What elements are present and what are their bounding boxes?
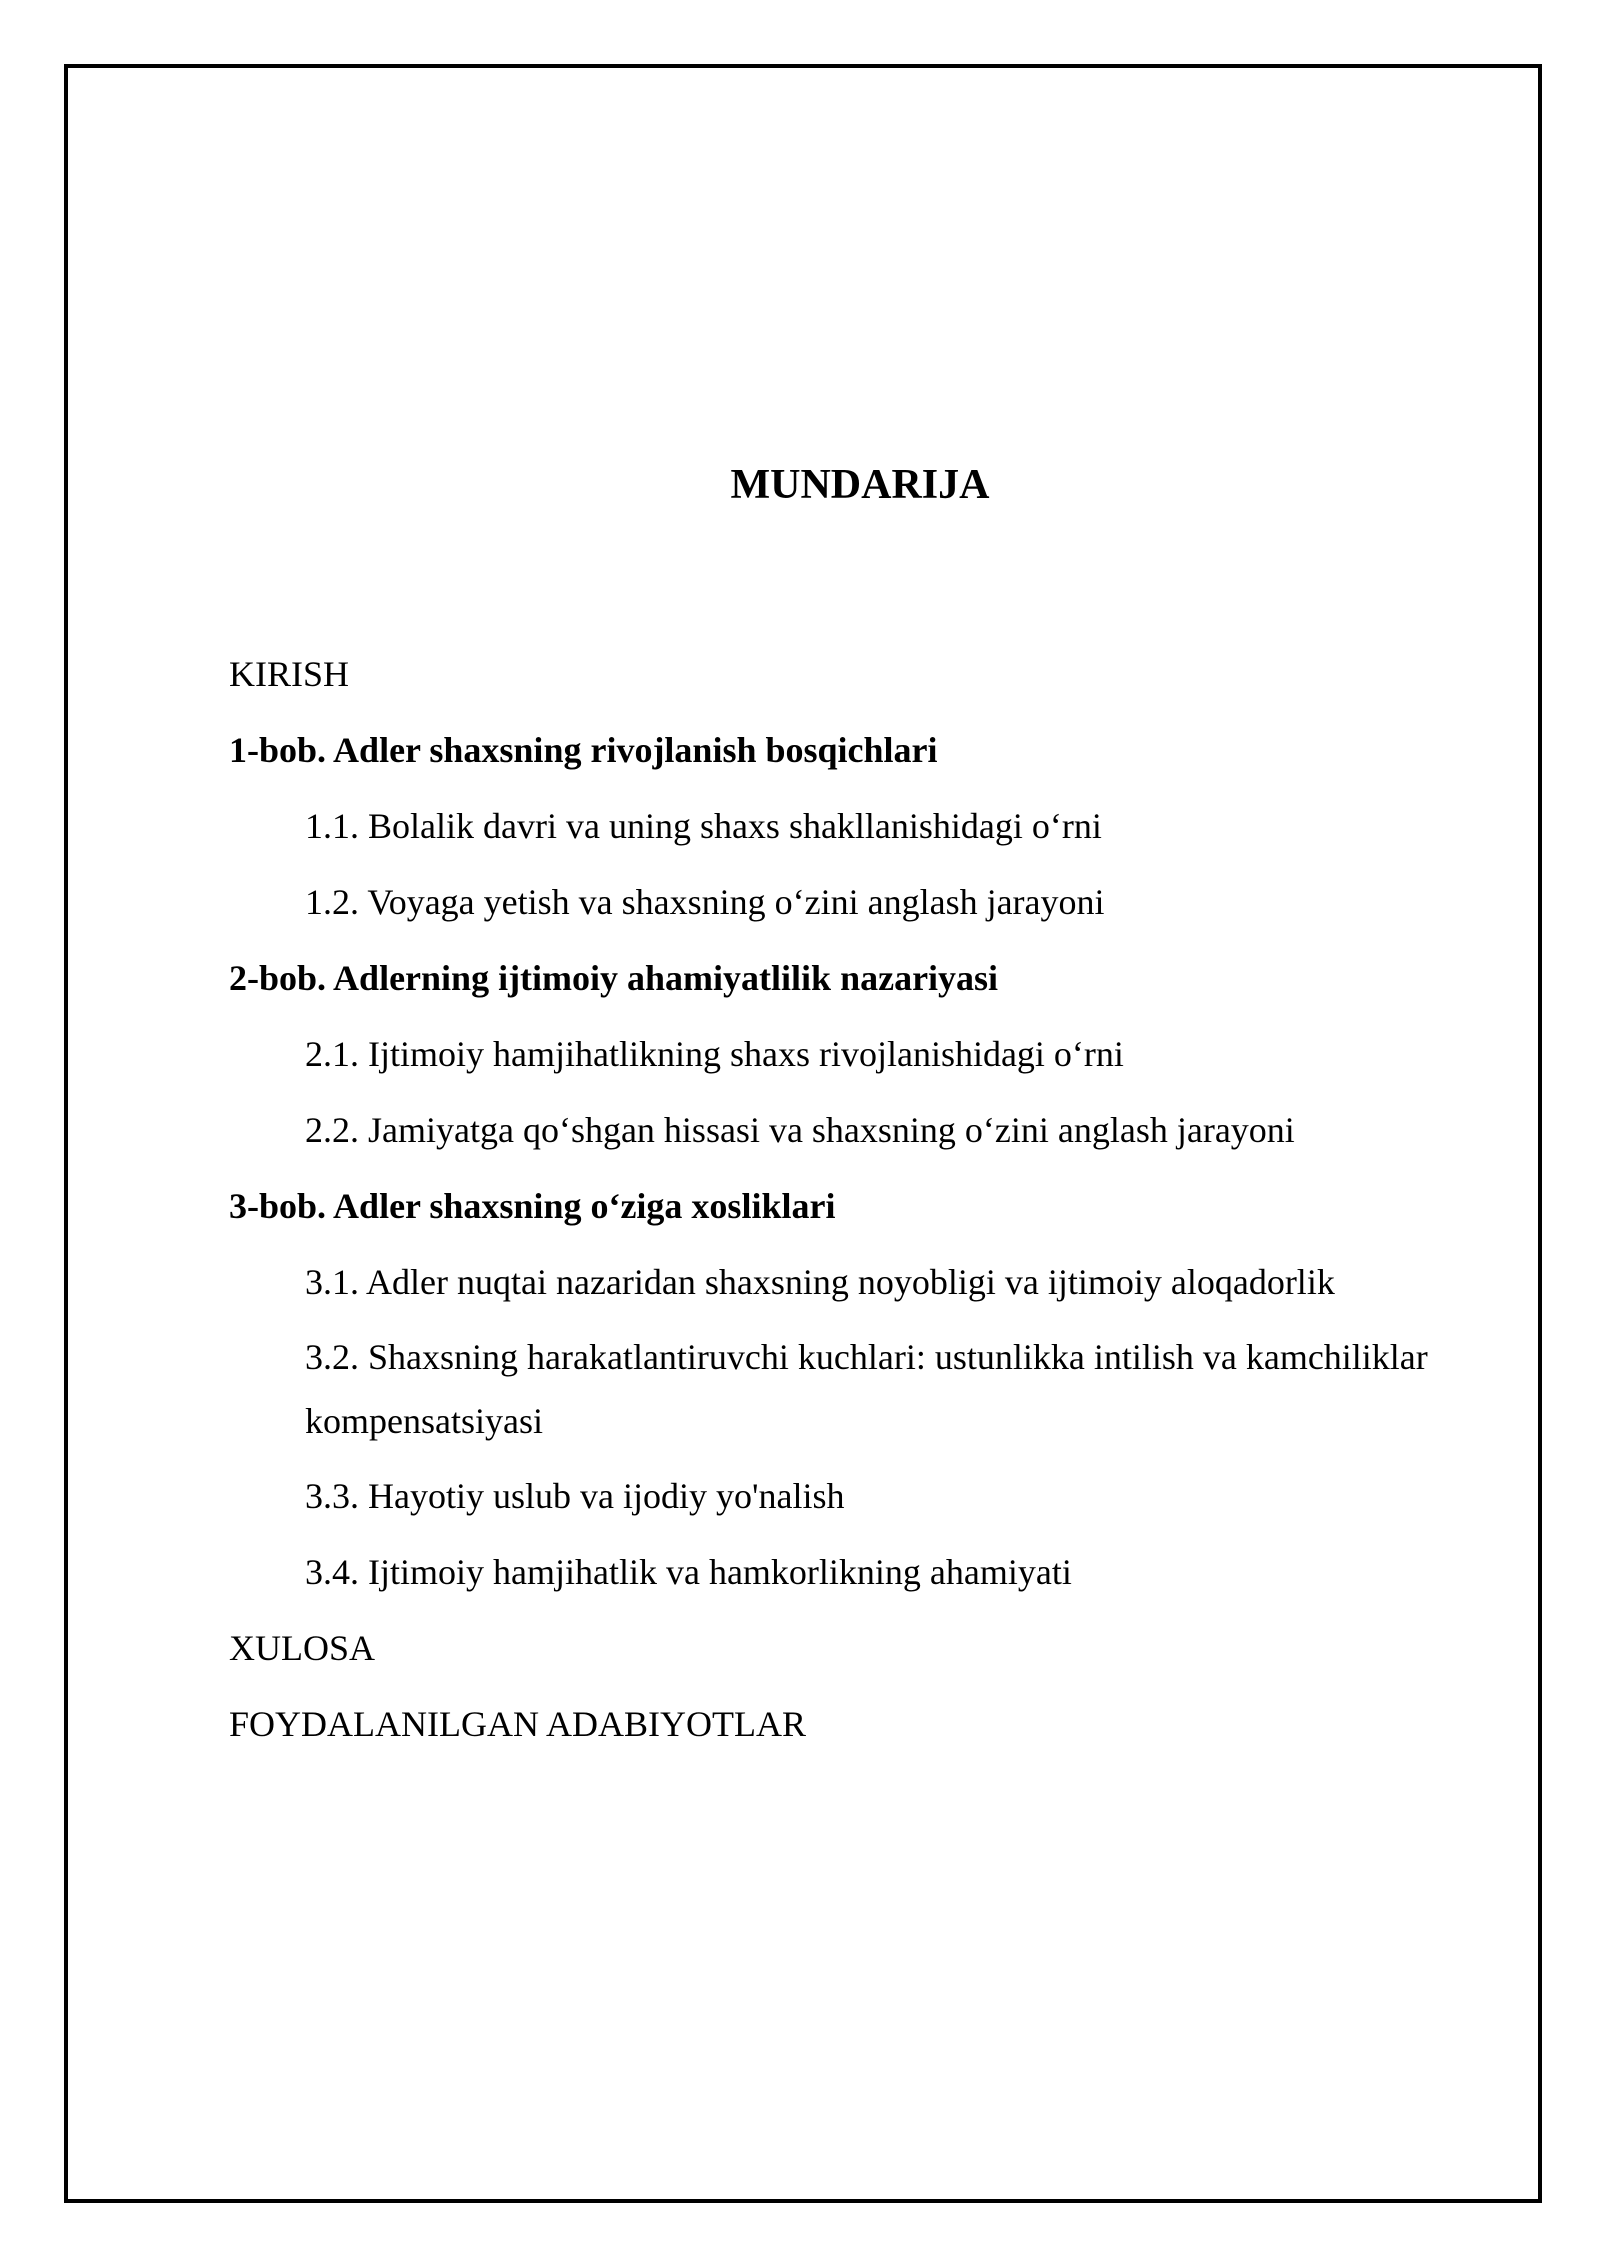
table-of-contents — [229, 641, 1509, 1767]
toc-section-3-1: 3.1. Adler nuqtai nazaridan shaxsning noyobligi va ijtimoiy aloqadorlik — [305, 1262, 1335, 1302]
toc-section-3-2: 3.2. Shaxsning harakatlantiruvchi kuchlari: ustunlikka intilish va kamchiliklar kompensatsiyasi — [305, 1337, 1428, 1441]
toc-section-1-2: 1.2. Voyaga yetish va shaxsning o‘zini anglash jarayoni — [305, 882, 1105, 922]
toc-section-3-4: 3.4. Ijtimoiy hamjihatlik va hamkorlikning ahamiyati — [305, 1552, 1072, 1592]
toc-section-1-1: 1.1. Bolalik davri va uning shaxs shakllanishidagi o‘rni — [305, 806, 1102, 846]
toc-chapter-3: 3-bob. Adler shaxsning o‘ziga xosliklari — [229, 1186, 836, 1226]
toc-chapter-1: 1-bob. Adler shaxsning rivojlanish bosqichlari — [229, 730, 938, 770]
toc-section-2-1: 2.1. Ijtimoiy hamjihatlikning shaxs rivojlanishidagi o‘rni — [305, 1034, 1124, 1074]
toc-chapter-2: 2-bob. Adlerning ijtimoiy ahamiyatlilik nazariyasi — [229, 958, 999, 998]
toc-section-3-3: 3.3. Hayotiy uslub va ijodiy yo'nalish — [305, 1476, 845, 1516]
toc-entry-references: FOYDALANILGAN ADABIYOTLAR — [229, 1704, 806, 1744]
toc-title: MUNDARIJA — [730, 462, 990, 508]
toc-entry-conclusion: XULOSA — [229, 1628, 376, 1668]
toc-entry-introduction: KIRISH — [229, 654, 350, 694]
toc-section-2-2: 2.2. Jamiyatga qo‘shgan hissasi va shaxsning o‘zini anglash jarayoni — [305, 1110, 1295, 1150]
